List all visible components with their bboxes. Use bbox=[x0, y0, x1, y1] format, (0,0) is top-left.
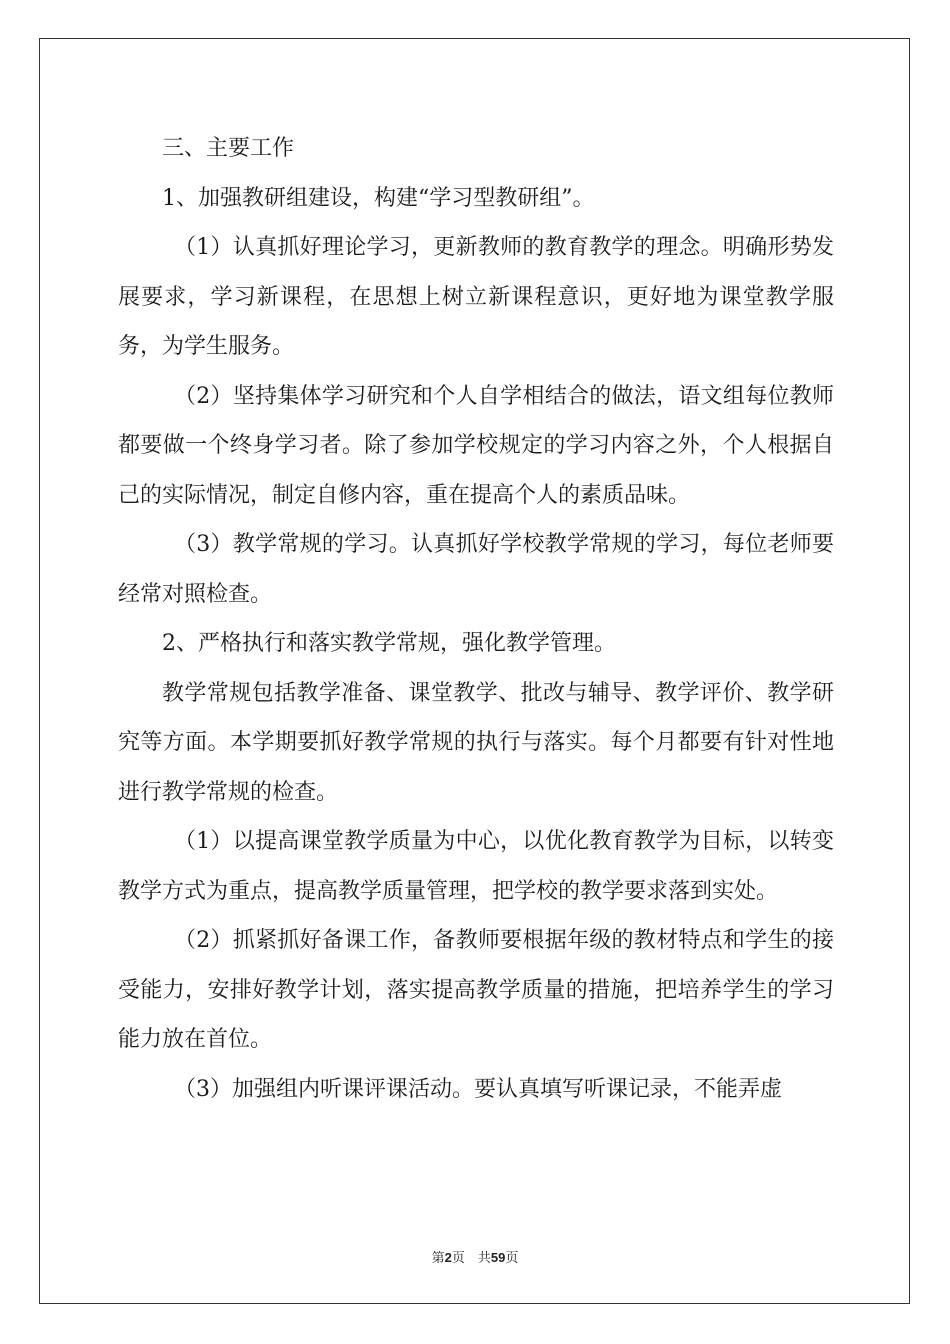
paragraph: （2）坚持集体学习研究和个人自学相结合的做法，语文组每位教师都要做一个终身学习者。除了参加学校规定的学习内容之外，个人根据自己的实际情况，制定自修内容，重在提高个人的素质品味。 bbox=[118, 383, 834, 508]
footer-mid: 页 共 bbox=[451, 1251, 491, 1266]
paragraph: （1）认真抓好理论学习，更新教师的教育教学的理念。明确形势发展要求，学习新课程，在思想上树立新课程意识，更好地为课堂教学服务，为学生服务。 bbox=[118, 235, 834, 359]
paragraph: （3）教学常规的学习。认真抓好学校教学常规的学习，每位老师要经常对照检查。 bbox=[118, 532, 834, 607]
footer-suffix: 页 bbox=[505, 1251, 519, 1266]
subsection-heading: 1、加强教研组建设，构建“学习型教研组”。 bbox=[162, 185, 595, 211]
total-pages: 59 bbox=[490, 1250, 506, 1265]
page-number: 2 bbox=[444, 1250, 452, 1265]
section-heading: 三、主要工作 bbox=[162, 136, 295, 161]
footer-prefix: 第 bbox=[431, 1251, 445, 1266]
paragraph: （1）以提高课堂教学质量为中心，以优化教育教学为目标，以转变教学方式为重点，提高教学质量管理，把学校的教学要求落到实处。 bbox=[118, 829, 834, 904]
paragraph: （2）抓紧抓好备课工作，备教师要根据年级的教材特点和学生的接受能力，安排好教学计划，落实提高教学质量的措施，把培养学生的学习能力放在首位。 bbox=[118, 928, 834, 1052]
page-footer bbox=[0, 1247, 950, 1266]
subsection-heading: 2、严格执行和落实教学常规，强化教学管理。 bbox=[162, 631, 616, 656]
paragraph: （3）加强组内听课评课活动。要认真填写听课记录，不能弄虚 bbox=[174, 1076, 782, 1102]
document-body bbox=[118, 124, 834, 1114]
paragraph: 教学常规包括教学准备、课堂教学、批改与辅导、教学评价、教学研究等方面。本学期要抓好教学常规的执行与落实。每个月都要有针对性地进行教学常规的检查。 bbox=[118, 680, 834, 805]
